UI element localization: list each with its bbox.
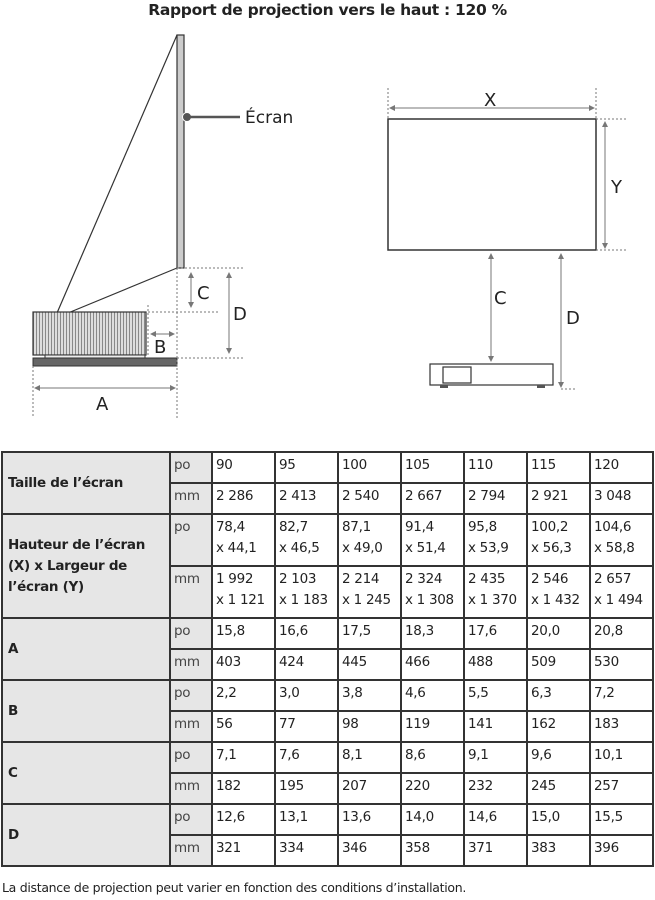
- value-cell: [590, 566, 653, 618]
- value-cell: 2 540: [338, 483, 401, 514]
- value-cell: 20,0: [527, 618, 590, 649]
- value-cell: 5,5: [464, 680, 527, 711]
- value-cell: [464, 514, 527, 566]
- unit-cell: po: [170, 680, 212, 711]
- value-cell: 141: [464, 711, 527, 742]
- unit-cell: mm: [170, 649, 212, 680]
- unit-cell: mm: [170, 566, 212, 618]
- table-row: [2, 618, 653, 649]
- value-cell: 257: [590, 773, 653, 804]
- value-line: 2 657: [594, 571, 632, 587]
- row-label: Taille de l’écran: [2, 452, 170, 514]
- value-cell: 4,6: [401, 680, 464, 711]
- value-cell: 162: [527, 711, 590, 742]
- value-cell: 7,1: [212, 742, 275, 773]
- value-cell: 12,6: [212, 804, 275, 835]
- value-line: x 46,5: [279, 540, 320, 556]
- label-d: D: [233, 304, 247, 325]
- value-cell: 14,6: [464, 804, 527, 835]
- value-cell: 6,3: [527, 680, 590, 711]
- value-cell: 195: [275, 773, 338, 804]
- footnote: La distance de projection peut varier en fonction des conditions d’installation.: [2, 880, 467, 895]
- label-d-front: D: [566, 308, 580, 329]
- value-cell: [338, 566, 401, 618]
- value-cell: 90: [212, 452, 275, 483]
- side-view: [33, 35, 245, 418]
- table-row: [2, 742, 653, 773]
- unit-cell: po: [170, 742, 212, 773]
- label-c-front: C: [494, 288, 507, 309]
- value-cell: 334: [275, 835, 338, 866]
- value-cell: 16,6: [275, 618, 338, 649]
- value-line: x 44,1: [216, 540, 257, 556]
- projector-side: [33, 312, 146, 355]
- row-label: Hauteur de l’écran (X) x Largeur de l’écran (Y): [2, 514, 170, 618]
- value-cell: 183: [590, 711, 653, 742]
- projection-table: [1, 451, 654, 867]
- value-line: x 1 308: [405, 592, 454, 608]
- value-cell: [527, 514, 590, 566]
- unit-cell: mm: [170, 835, 212, 866]
- value-cell: 346: [338, 835, 401, 866]
- unit-cell: po: [170, 804, 212, 835]
- value-cell: 20,8: [590, 618, 653, 649]
- label-y: Y: [611, 177, 622, 198]
- value-cell: 13,1: [275, 804, 338, 835]
- value-cell: 488: [464, 649, 527, 680]
- value-cell: 10,1: [590, 742, 653, 773]
- value-cell: [212, 514, 275, 566]
- value-cell: 8,6: [401, 742, 464, 773]
- value-line: x 1 183: [279, 592, 328, 608]
- row-label: B: [2, 680, 170, 742]
- value-line: 2 103: [279, 571, 317, 587]
- value-line: 104,6: [594, 519, 632, 535]
- value-line: 2 435: [468, 571, 506, 587]
- value-cell: 15,5: [590, 804, 653, 835]
- value-cell: 530: [590, 649, 653, 680]
- value-line: x 56,3: [531, 540, 572, 556]
- value-cell: [275, 566, 338, 618]
- table-row: [2, 452, 653, 483]
- value-cell: 2 667: [401, 483, 464, 514]
- value-cell: 15,0: [527, 804, 590, 835]
- value-cell: 105: [401, 452, 464, 483]
- value-line: x 1 370: [468, 592, 517, 608]
- screen-front: [388, 119, 596, 250]
- value-cell: 9,1: [464, 742, 527, 773]
- value-cell: 396: [590, 835, 653, 866]
- unit-cell: po: [170, 452, 212, 483]
- value-cell: 509: [527, 649, 590, 680]
- value-line: 2 324: [405, 571, 443, 587]
- value-cell: 9,6: [527, 742, 590, 773]
- value-cell: 3,8: [338, 680, 401, 711]
- unit-cell: mm: [170, 483, 212, 514]
- value-cell: [527, 566, 590, 618]
- value-cell: 232: [464, 773, 527, 804]
- value-cell: 14,0: [401, 804, 464, 835]
- value-line: x 51,4: [405, 540, 446, 556]
- label-a: A: [96, 394, 109, 415]
- value-line: x 53,9: [468, 540, 509, 556]
- label-c: C: [197, 283, 210, 304]
- value-cell: 7,6: [275, 742, 338, 773]
- value-cell: [590, 514, 653, 566]
- table-row: [2, 680, 653, 711]
- value-cell: 17,6: [464, 618, 527, 649]
- value-cell: 110: [464, 452, 527, 483]
- value-cell: [275, 514, 338, 566]
- value-line: 87,1: [342, 519, 371, 535]
- value-cell: 245: [527, 773, 590, 804]
- value-cell: 7,2: [590, 680, 653, 711]
- value-line: 82,7: [279, 519, 308, 535]
- value-line: 78,4: [216, 519, 245, 535]
- value-cell: 8,1: [338, 742, 401, 773]
- value-cell: 95: [275, 452, 338, 483]
- value-line: 2 546: [531, 571, 569, 587]
- value-cell: [401, 514, 464, 566]
- value-line: x 49,0: [342, 540, 383, 556]
- value-cell: 17,5: [338, 618, 401, 649]
- page-title: Rapport de projection vers le haut : 120 %: [148, 1, 507, 19]
- table-row: [2, 514, 653, 566]
- value-cell: 2 286: [212, 483, 275, 514]
- value-cell: [464, 566, 527, 618]
- screen-label: Écran: [245, 108, 294, 128]
- unit-cell: mm: [170, 711, 212, 742]
- value-line: 2 214: [342, 571, 380, 587]
- value-cell: 466: [401, 649, 464, 680]
- row-label: C: [2, 742, 170, 804]
- value-line: x 58,8: [594, 540, 635, 556]
- value-cell: 18,3: [401, 618, 464, 649]
- value-line: 1 992: [216, 571, 254, 587]
- label-b: B: [154, 337, 167, 358]
- value-cell: 2 413: [275, 483, 338, 514]
- value-cell: 77: [275, 711, 338, 742]
- screen-side: [177, 35, 184, 268]
- value-line: 91,4: [405, 519, 434, 535]
- value-cell: 358: [401, 835, 464, 866]
- value-cell: [212, 566, 275, 618]
- value-cell: 371: [464, 835, 527, 866]
- table-row: [2, 804, 653, 835]
- row-label: D: [2, 804, 170, 866]
- label-x: X: [484, 90, 497, 111]
- front-view: [388, 88, 626, 389]
- projection-diagram: [0, 0, 655, 440]
- unit-cell: po: [170, 618, 212, 649]
- value-cell: 403: [212, 649, 275, 680]
- value-line: x 1 494: [594, 592, 643, 608]
- value-cell: 207: [338, 773, 401, 804]
- value-cell: 2 921: [527, 483, 590, 514]
- row-label: A: [2, 618, 170, 680]
- value-cell: 182: [212, 773, 275, 804]
- value-cell: 220: [401, 773, 464, 804]
- value-cell: 383: [527, 835, 590, 866]
- value-line: 100,2: [531, 519, 569, 535]
- value-cell: 120: [590, 452, 653, 483]
- value-cell: 2,2: [212, 680, 275, 711]
- value-line: x 1 121: [216, 592, 265, 608]
- unit-cell: po: [170, 514, 212, 566]
- value-cell: 98: [338, 711, 401, 742]
- value-cell: 100: [338, 452, 401, 483]
- value-line: x 1 432: [531, 592, 580, 608]
- value-cell: 3,0: [275, 680, 338, 711]
- value-cell: 321: [212, 835, 275, 866]
- value-cell: 2 794: [464, 483, 527, 514]
- value-cell: [338, 514, 401, 566]
- value-cell: [401, 566, 464, 618]
- value-cell: 424: [275, 649, 338, 680]
- unit-cell: mm: [170, 773, 212, 804]
- value-line: 95,8: [468, 519, 497, 535]
- value-cell: 3 048: [590, 483, 653, 514]
- value-line: x 1 245: [342, 592, 391, 608]
- value-cell: 119: [401, 711, 464, 742]
- value-cell: 56: [212, 711, 275, 742]
- value-cell: 15,8: [212, 618, 275, 649]
- table-surface: [33, 358, 177, 366]
- value-cell: 445: [338, 649, 401, 680]
- value-cell: 115: [527, 452, 590, 483]
- value-cell: 13,6: [338, 804, 401, 835]
